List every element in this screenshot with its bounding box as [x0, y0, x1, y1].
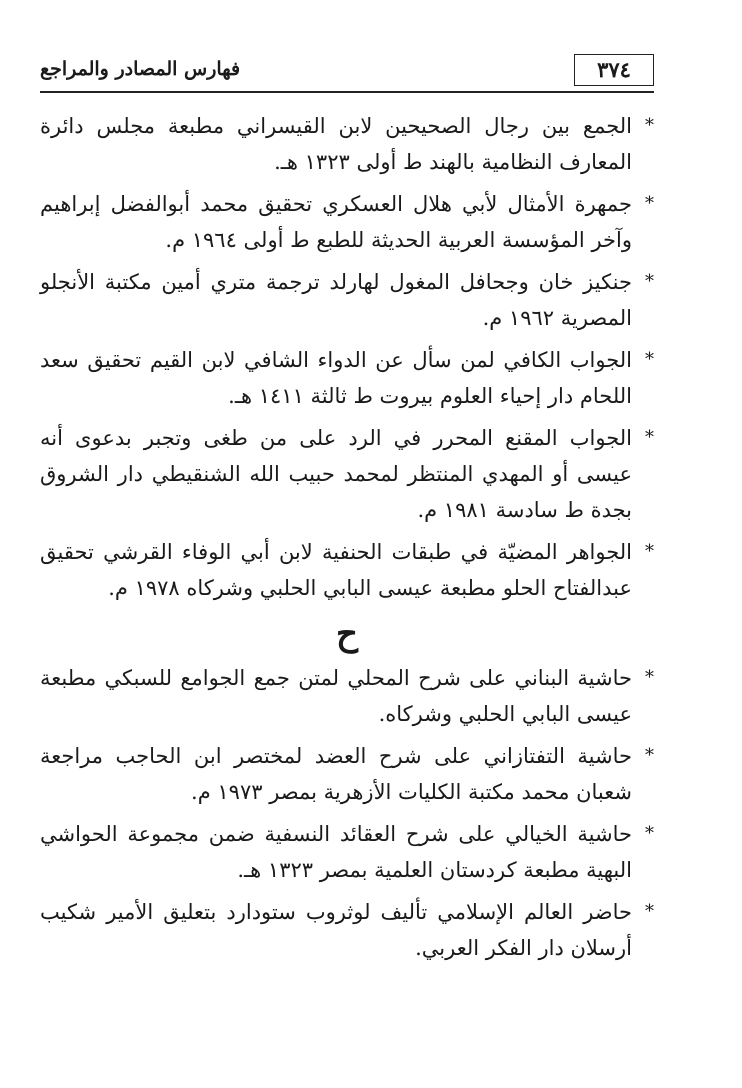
bibliography-entry	[40, 342, 654, 414]
bibliography-entry	[40, 534, 654, 606]
entry-text: الجواب الكافي لمن سأل عن الدواء الشافي لابن القيم تحقيق سعد اللحام دار إحياء العلوم بيروت ط ثالثة ١٤١١ هـ.	[40, 348, 632, 408]
entry-bullet: *	[645, 427, 654, 448]
bibliography-entry	[40, 894, 654, 966]
entry-bullet: *	[645, 541, 654, 562]
entry-text: حاشية التفتازاني على شرح العضد لمختصر ابن الحاجب مراجعة شعبان محمد مكتبة الكليات الأزهرية بمصر ١٩٧٣ م.	[40, 744, 632, 804]
entry-text: الجواب المقنع المحرر في الرد على من طغى وتجبر بدعوى أنه عيسى أو المهدي المنتظر لمحمد حبيب الله الشنقيطي دار الشروق بجدة ط سادسة ١٩٨١ م.	[40, 426, 632, 522]
bibliography-list	[40, 108, 654, 972]
entry-bullet: *	[645, 901, 654, 922]
entry-text: الجمع بين رجال الصحيحين لابن القيسراني مطبعة مجلس دائرة المعارف النظامية بالهند ط أولى ١٣٢٣ هـ.	[40, 114, 632, 174]
section-heading-letter: ح	[336, 614, 358, 654]
running-title: فهارس المصادر والمراجع	[40, 58, 241, 80]
bibliography-entry	[40, 660, 654, 732]
bibliography-entry	[40, 816, 654, 888]
page-header	[40, 50, 654, 92]
entry-bullet: *	[645, 115, 654, 136]
entry-text: الجواهر المضيّة في طبقات الحنفية لابن أبي الوفاء القرشي تحقيق عبدالفتاح الحلو مطبعة عيسى البابي الحلبي وشركاه ١٩٧٨ م.	[40, 540, 632, 600]
header-rule	[40, 91, 654, 93]
entry-bullet: *	[645, 667, 654, 688]
entry-text: حاضر العالم الإسلامي تأليف لوثروب ستودارد بتعليق الأمير شكيب أرسلان دار الفكر العربي.	[40, 900, 632, 960]
bibliography-entry	[40, 264, 654, 336]
entry-text: حاشية الخيالي على شرح العقائد النسفية ضمن مجموعة الحواشي البهية مطبعة كردستان العلمية بمصر ١٣٢٣ هـ.	[40, 822, 632, 882]
bibliography-entry	[40, 738, 654, 810]
entry-bullet: *	[645, 823, 654, 844]
entry-bullet: *	[645, 193, 654, 214]
entry-text: حاشية البناني على شرح المحلي لمتن جمع الجوامع للسبكي مطبعة عيسى البابي الحلبي وشركاه.	[40, 666, 632, 726]
bibliography-entry	[40, 420, 654, 528]
entry-bullet: *	[645, 745, 654, 766]
entry-bullet: *	[645, 271, 654, 292]
page-number: ٣٧٤	[574, 54, 654, 86]
entry-text: جمهرة الأمثال لأبي هلال العسكري تحقيق محمد أبوالفضل إبراهيم وآخر المؤسسة العربية الحديثة للطبع ط أولى ١٩٦٤ م.	[40, 192, 632, 252]
entry-bullet: *	[645, 349, 654, 370]
bibliography-entry	[40, 186, 654, 258]
bibliography-entry	[40, 108, 654, 180]
entry-text: جنكيز خان وجحافل المغول لهارلد ترجمة متري أمين مكتبة الأنجلو المصرية ١٩٦٢ م.	[40, 270, 632, 330]
